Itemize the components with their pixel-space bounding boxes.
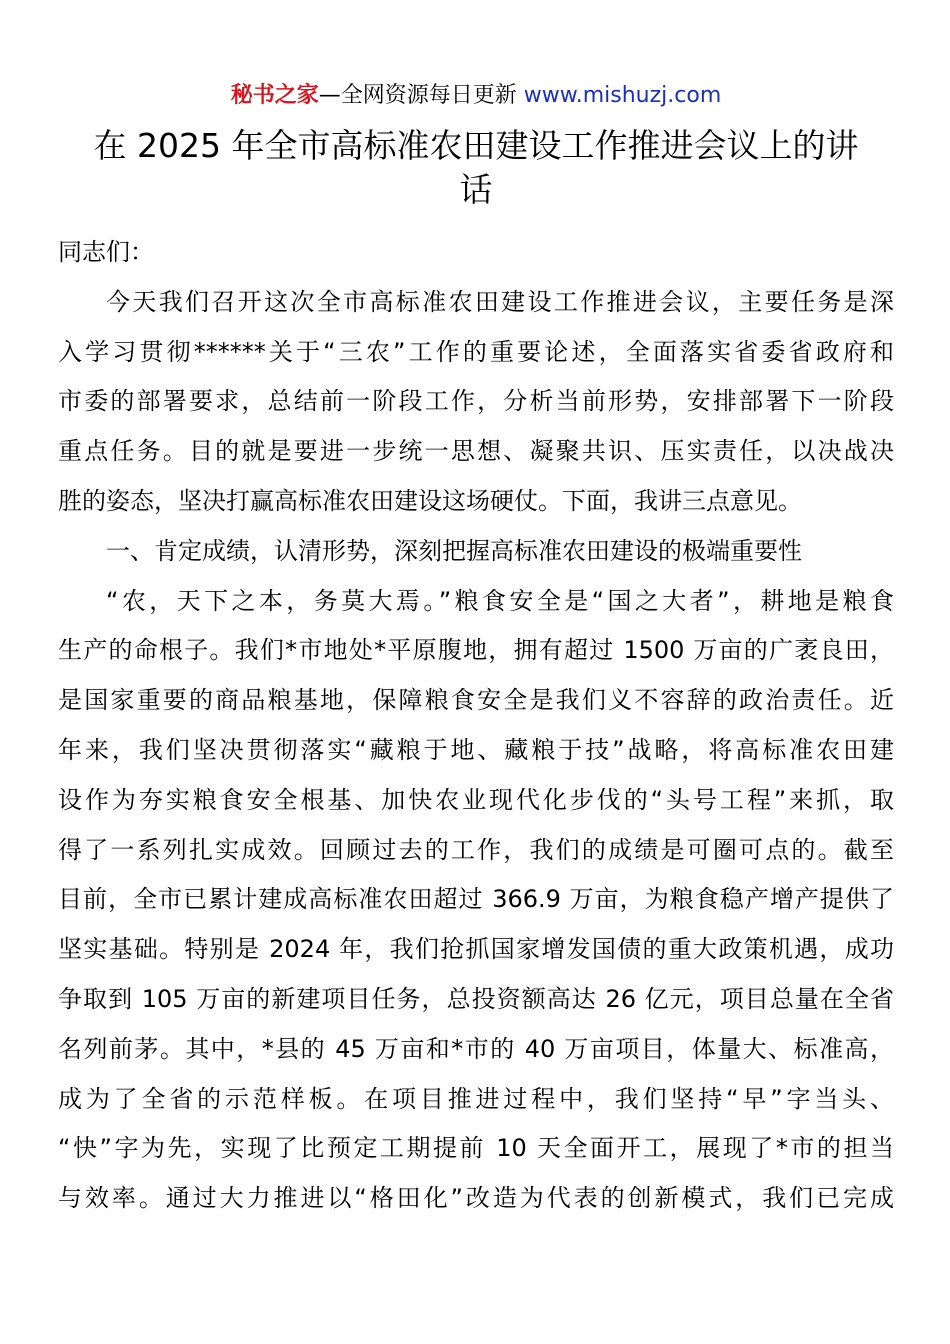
paragraph-line: “快”字为先，实现了比预定工期提前 10 天全面开工，展现了*市的担当 bbox=[58, 1134, 894, 1163]
document-title bbox=[58, 124, 894, 212]
paragraph-line: 得了一系列扎实成效。回顾过去的工作，我们的成绩是可圈可点的。截至 bbox=[58, 835, 894, 864]
title-line-1: 在 2025 年全市高标准农田建设工作推进会议上的讲 bbox=[93, 126, 859, 165]
document-body bbox=[58, 228, 894, 1224]
paragraph-line: 生产的命根子。我们*市地处*平原腹地，拥有超过 1500 万亩的广袤良田， bbox=[58, 636, 894, 665]
title-line-2: 话 bbox=[459, 170, 493, 209]
paragraph-line: 重点任务。目的就是要进一步统一思想、凝聚共识、压实责任，以决战决 bbox=[58, 437, 894, 466]
salutation: 同志们： bbox=[58, 238, 154, 266]
paragraph-line: 今天我们召开这次全市高标准农田建设工作推进会议，主要任务是深 bbox=[106, 287, 894, 316]
paragraph-line: 胜的姿态，坚决打赢高标准农田建设这场硬仗。下面，我讲三点意见。 bbox=[58, 486, 802, 515]
site-url[interactable]: www.mishuzj.com bbox=[523, 83, 722, 108]
paragraph-line: 市委的部署要求，总结前一阶段工作，分析当前形势，安排部署下一阶段 bbox=[58, 387, 894, 416]
brand-name: 秘书之家 bbox=[230, 83, 319, 108]
paragraph-opening bbox=[58, 278, 894, 527]
paragraph-achievements bbox=[58, 577, 894, 1224]
section-heading-1: 一、肯定成绩，认清形势，深刻把握高标准农田建设的极端重要性 bbox=[106, 536, 802, 565]
paragraph-line: 入学习贯彻******关于“三农”工作的重要论述，全面落实省委省政府和 bbox=[58, 337, 894, 366]
paragraph-line: 争取到 105 万亩的新建项目任务，总投资额高达 26 亿元，项目总量在全省 bbox=[58, 984, 894, 1013]
paragraph-line: 与效率。通过大力推进以“格田化”改造为代表的创新模式，我们已完成 bbox=[58, 1184, 894, 1213]
paragraph-line: 坚实基础。特别是 2024 年，我们抢抓国家增发国债的重大政策机遇，成功 bbox=[58, 935, 894, 964]
paragraph-line: 名列前茅。其中，*县的 45 万亩和*市的 40 万亩项目，体量大、标准高， bbox=[58, 1034, 894, 1063]
header-tagline: —全网资源每日更新 bbox=[318, 83, 524, 108]
paragraph-line: 成为了全省的示范样板。在项目推进过程中，我们坚持“早”字当头、 bbox=[58, 1084, 894, 1113]
paragraph-line: 是国家重要的商品粮基地，保障粮食安全是我们义不容辞的政治责任。近 bbox=[58, 686, 894, 715]
paragraph-line: 目前，全市已累计建成高标准农田超过 366.9 万亩，为粮食稳产增产提供了 bbox=[58, 885, 894, 914]
paragraph-line: 年来，我们坚决贯彻落实“藏粮于地、藏粮于技”战略，将高标准农田建 bbox=[58, 735, 894, 764]
paragraph-line: 设作为夯实粮食安全根基、加快农业现代化步伐的“头号工程”来抓，取 bbox=[58, 785, 894, 814]
site-header bbox=[58, 80, 894, 112]
paragraph-line: “农，天下之本，务莫大焉。”粮食安全是“国之大者”，耕地是粮食 bbox=[106, 586, 894, 615]
